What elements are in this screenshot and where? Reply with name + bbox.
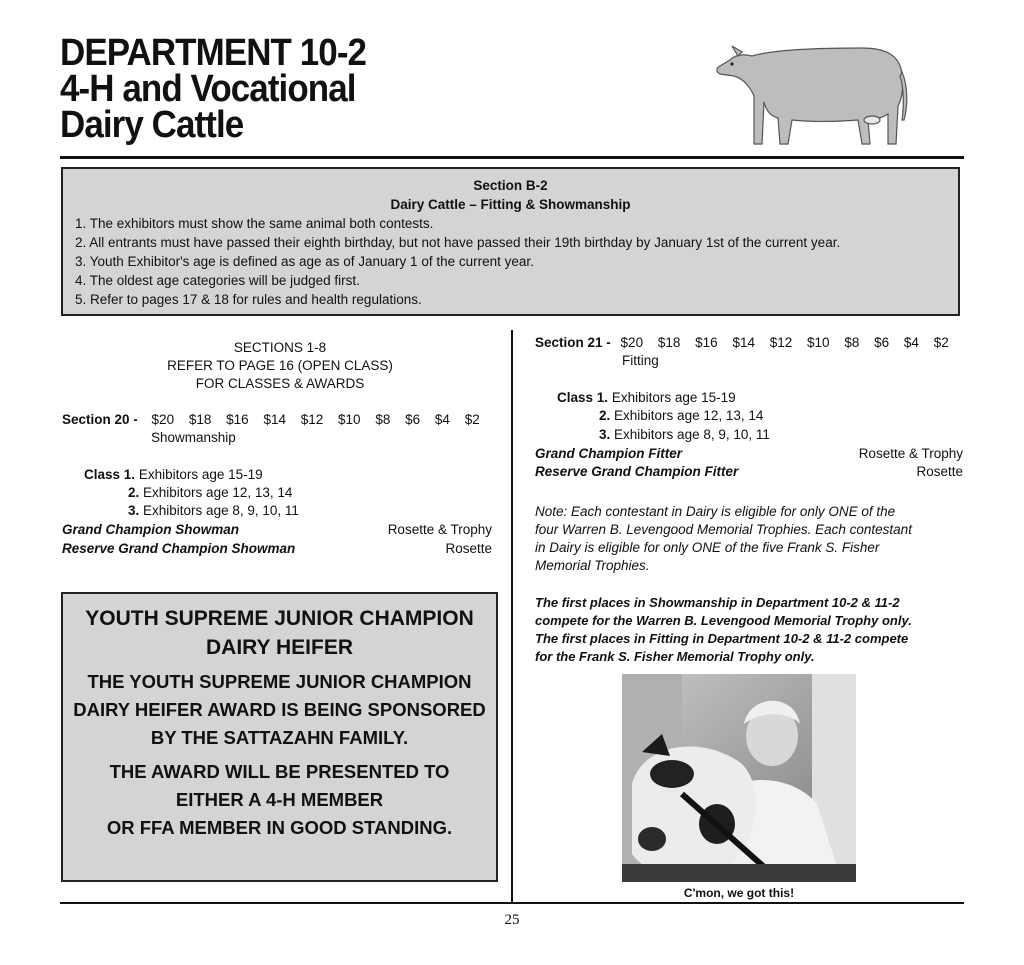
section21-name: Fitting (622, 353, 659, 368)
note-line: Memorial Trophies. (535, 558, 650, 573)
class-number: Class 1. (557, 390, 609, 405)
award-row (62, 521, 492, 539)
section-heading: Section B-2 (473, 178, 548, 193)
refer-line: SECTIONS 1-8 (233, 340, 327, 355)
note-line: four Warren B. Levengood Memorial Trophies. Each contestant (535, 522, 912, 537)
prize: $4 (434, 412, 450, 427)
promo-body-line: DAIRY HEIFER AWARD IS BEING SPONSORED (73, 699, 486, 720)
class-number: 3. (128, 503, 140, 518)
class-row (128, 502, 299, 520)
rule-item: 4. The oldest age categories will be judged first. (75, 273, 360, 288)
prize: $10 (338, 412, 361, 427)
award-prize: Rosette (445, 541, 492, 556)
award-title: Reserve Grand Champion Showman (62, 541, 296, 556)
refer-line: FOR CLASSES & AWARDS (195, 376, 365, 391)
rule-item: 1. The exhibitors must show the same animal both contests. (75, 216, 434, 231)
bold-note-line: compete for the Warren B. Levengood Memorial Trophy only. (535, 613, 912, 628)
prize: $2 (933, 335, 949, 350)
promo-body-line: OR FFA MEMBER IN GOOD STANDING. (106, 817, 453, 838)
section21-prizes (535, 334, 960, 352)
class-desc: Exhibitors age 12, 13, 14 (614, 408, 764, 423)
column-divider (511, 330, 513, 902)
class-desc: Exhibitors age 8, 9, 10, 11 (143, 503, 299, 518)
promo-title-line: YOUTH SUPREME JUNIOR CHAMPION (85, 607, 474, 630)
rule-item: 5. Refer to pages 17 & 18 for rules and health regulations. (75, 292, 422, 307)
prize: $20 (151, 412, 175, 427)
award-title: Grand Champion Fitter (535, 446, 683, 461)
prize: $12 (300, 412, 324, 427)
bold-note-line: The first places in Fitting in Department 10-2 & 11-2 compete (535, 631, 909, 646)
prize: $16 (695, 335, 718, 350)
promo-box (61, 592, 498, 882)
prize: $20 (620, 335, 644, 350)
promo-title-line: DAIRY HEIFER (205, 636, 354, 659)
page-title-line-2: 4-H and Vocational (60, 68, 356, 110)
award-row (62, 540, 492, 558)
rules-list (63, 214, 958, 309)
award-prize: Rosette & Trophy (858, 446, 963, 461)
header-rule (60, 156, 964, 159)
prize: $12 (769, 335, 793, 350)
award-prize: Rosette & Trophy (387, 522, 492, 537)
class-row (557, 389, 736, 407)
class-number: Class 1. (84, 467, 136, 482)
prize: $8 (375, 412, 391, 427)
promo-body-line: THE YOUTH SUPREME JUNIOR CHAMPION (87, 671, 472, 692)
class-row (84, 466, 263, 484)
class-row (128, 484, 292, 502)
section20-label: Section 20 - (62, 412, 138, 427)
rule-item: 3. Youth Exhibitor's age is defined as age as of January 1 of the current year. (75, 254, 534, 269)
prize: $10 (807, 335, 830, 350)
class-number: 3. (599, 427, 611, 442)
page-number: 25 (504, 912, 520, 928)
class-number: 2. (128, 485, 140, 500)
promo-body-line: THE AWARD WILL BE PRESENTED TO (109, 761, 450, 782)
photo-caption: C'mon, we got this! (683, 886, 795, 900)
award-row (535, 463, 963, 481)
cow-icon (712, 36, 912, 152)
class-row (599, 426, 770, 444)
class-desc: Exhibitors age 12, 13, 14 (143, 485, 293, 500)
rule-item: 2. All entrants must have passed their eighth birthday, but not have passed their 19th birthday by January 1st of the current year. (75, 235, 841, 250)
prize: $16 (226, 412, 249, 427)
prize: $8 (844, 335, 860, 350)
footer-rule (60, 902, 964, 904)
class-desc: Exhibitors age 15-19 (611, 390, 736, 405)
section20-name: Showmanship (151, 430, 236, 445)
prize: $6 (405, 412, 421, 427)
prize: $18 (188, 412, 212, 427)
class-desc: Exhibitors age 15-19 (138, 467, 263, 482)
prize: $14 (263, 412, 286, 427)
bold-note-line: The first places in Showmanship in Department 10-2 & 11-2 (535, 595, 900, 610)
prize: $14 (732, 335, 755, 350)
award-title: Reserve Grand Champion Fitter (535, 464, 739, 479)
page-title-line-1: DEPARTMENT 10-2 (60, 32, 367, 74)
award-title: Grand Champion Showman (62, 522, 240, 537)
bold-note-block (535, 594, 912, 666)
promo-body-line: EITHER A 4-H MEMBER (175, 789, 384, 810)
prize: $2 (464, 412, 480, 427)
award-prize: Rosette (916, 464, 963, 479)
prize: $6 (874, 335, 890, 350)
class-row (599, 407, 763, 425)
class-number: 2. (599, 408, 611, 423)
class-desc: Exhibitors age 8, 9, 10, 11 (614, 427, 770, 442)
prize: $18 (657, 335, 681, 350)
page-title-line-3: Dairy Cattle (60, 104, 244, 146)
bold-note-line: for the Frank S. Fisher Memorial Trophy only. (535, 649, 815, 664)
photo-boy-with-calf (622, 674, 856, 882)
refer-line: REFER TO PAGE 16 (OPEN CLASS) (167, 358, 393, 373)
note-line: Note: Each contestant in Dairy is eligible for only ONE of the (535, 504, 896, 519)
promo-body-line: BY THE SATTAZAHN FAMILY. (150, 727, 409, 748)
section-subheading: Dairy Cattle – Fitting & Showmanship (390, 197, 631, 212)
prize: $4 (903, 335, 919, 350)
refer-block (60, 339, 500, 393)
section20-prizes (62, 411, 491, 429)
section-b2-box (61, 167, 960, 316)
note-line: in Dairy is eligible for only ONE of the five Frank S. Fisher (535, 540, 880, 555)
section21-label: Section 21 - (535, 335, 611, 350)
note-block (535, 503, 912, 575)
award-row (535, 445, 963, 463)
